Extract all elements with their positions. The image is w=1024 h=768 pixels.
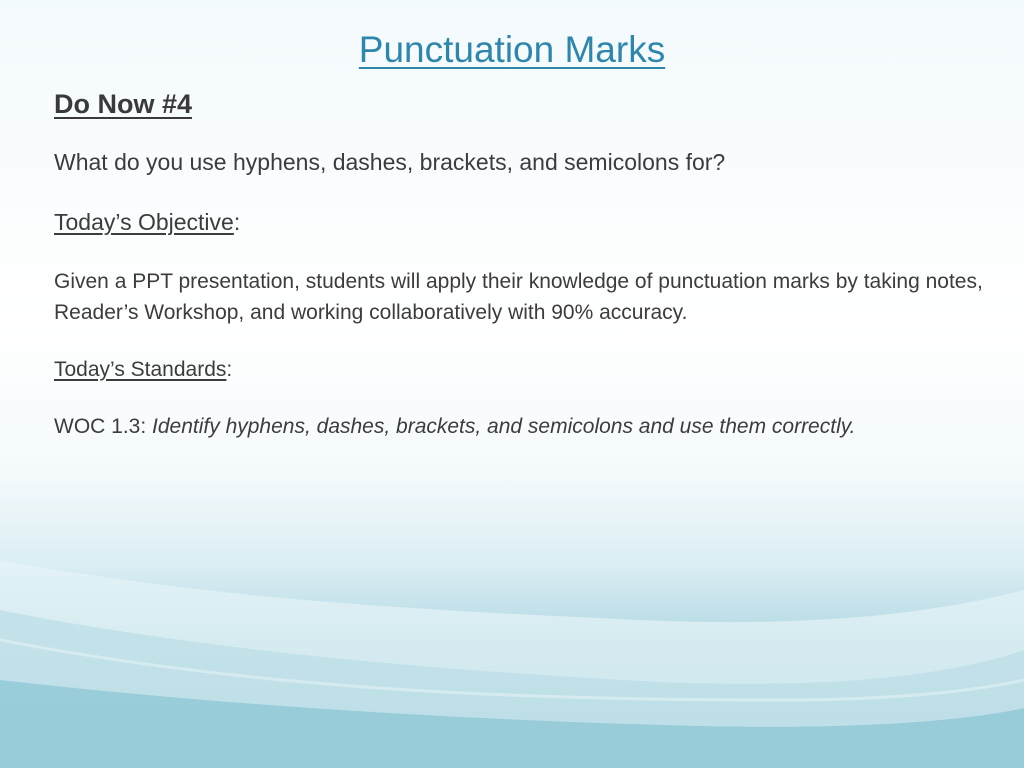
do-now-heading: Do Now #4 <box>54 89 193 119</box>
objective-label: Today’s Objective <box>54 209 234 235</box>
do-now-question: What do you use hyphens, dashes, brackets, and semicolons for? <box>54 149 726 175</box>
objective-text: Given a PPT presentation, students will apply their knowledge of punctuation marks by taking notes, Reader’s Workshop, and working collaboratively with 90% accuracy. <box>54 270 983 324</box>
standards-colon: : <box>226 358 233 381</box>
standard-code: WOC 1.3: <box>54 415 153 438</box>
slide-title: Punctuation Marks <box>358 29 666 70</box>
standard-text: Identify hyphens, dashes, brackets, and semicolons and use them correctly. <box>152 415 856 438</box>
slide-content <box>54 84 984 442</box>
objective-colon: : <box>233 209 241 235</box>
objective-label-row <box>54 206 984 238</box>
standards-label: Today’s Standards <box>54 358 227 381</box>
standard-item <box>54 411 984 442</box>
standards-label-row <box>54 354 984 385</box>
